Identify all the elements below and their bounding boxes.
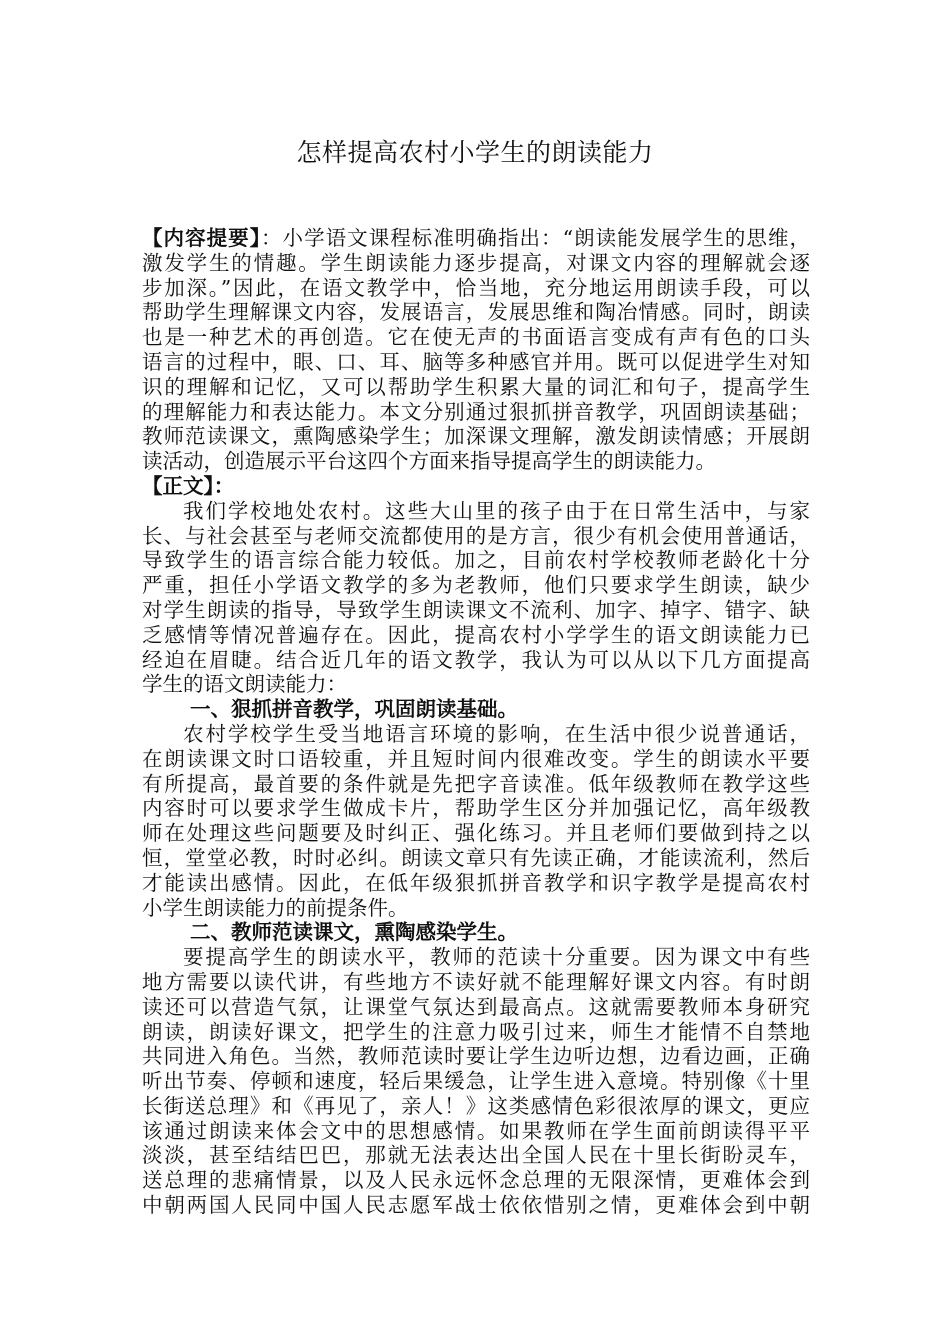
intro-line: 导致学生的语言综合能力较低。加之，目前农村学校教师老龄化十分 — [142, 548, 810, 573]
section2-line: 读还可以营造气氛，让课堂气氛达到最高点。这就需要教师本身研究 — [142, 994, 810, 1019]
section1-line: 师在处理这些问题要及时纠正、强化练习。并且老师们要做到持之以 — [142, 821, 810, 846]
section2-line: 朗读，朗读好课文，把学生的注意力吸引过来，师生才能情不自禁地 — [142, 1019, 810, 1044]
section2-line: 共同进入角色。当然，教师范读时要让学生边听边想，边看边画，正确 — [142, 1044, 810, 1069]
abstract-line: 语言的过程中，眼、口、耳、脑等多种感官并用。既可以促进学生对知 — [142, 349, 810, 374]
section2-line: 要提高学生的朗读水平，教师的范读十分重要。因为课文中有些 — [183, 945, 810, 970]
intro-line: 乏感情等情况普遍存在。因此，提高农村小学学生的语文朗读能力已 — [142, 622, 810, 647]
section1-line: 在朗读课文时口语较重，并且短时间内很难改变。学生的朗读水平要 — [142, 746, 810, 771]
abstract-first-line — [142, 226, 810, 251]
section1-line: 内容时可以要求学生做成卡片，帮助学生区分并加强记忆，高年级教 — [142, 796, 810, 821]
section-heading-1: 一、狠抓拼音教学，巩固朗读基础。 — [190, 697, 518, 722]
section1-line: 才能读出感情。因此，在低年级狠抓拼音教学和识字教学是提高农村 — [142, 870, 810, 895]
section1-line: 有所提高，最首要的条件就是先把字音读准。低年级教师在教学这些 — [142, 771, 810, 796]
intro-line: 长、与社会甚至与老师交流都使用的是方言，很少有机会使用普通话， — [142, 523, 810, 548]
abstract-line: 步加深。”因此，在语文教学中，恰当地，充分地运用朗读手段，可以 — [142, 275, 810, 300]
intro-line: 严重，担任小学语文教学的多为老教师，他们只要求学生朗读，缺少 — [142, 573, 810, 598]
section2-line: 淡淡，甚至结结巴巴，那就无法表达出全国人民在十里长街盼灵车， — [142, 1143, 810, 1168]
section1-line: 恒，堂堂必教，时时必纠。朗读文章只有先读正确，才能读流利，然后 — [142, 845, 810, 870]
abstract-line: 教师范读课文，熏陶感染学生；加深课文理解，激发朗读情感；开展朗 — [142, 424, 810, 449]
abstract-line: 帮助学生理解课文内容，发展语言，发展思维和陶冶情感。同时，朗读 — [142, 300, 810, 325]
section2-line: 送总理的悲痛情景，以及人民永远怀念总理的无限深情，更难体会到 — [142, 1168, 810, 1193]
intro-line: 学生的语文朗读能力： — [142, 672, 347, 697]
section2-line: 地方需要以读代讲，有些地方不读好就不能理解好课文内容。有时朗 — [142, 969, 810, 994]
intro-line: 对学生朗读的指导，导致学生朗读课文不流利、加字、掉字、错字、缺 — [142, 597, 810, 622]
intro-line: 我们学校地处农村。这些大山里的孩子由于在日常生活中，与家 — [183, 498, 810, 523]
abstract-label: 【内容提要】 — [142, 226, 261, 250]
section1-line: 农村学校学生受当地语言环境的影响，在生活中很少说普通话， — [183, 721, 810, 746]
section1-line: 小学生朗读能力的前提条件。 — [142, 895, 409, 920]
abstract-line: 识的理解和记忆，又可以帮助学生积累大量的词汇和句子，提高学生 — [142, 374, 810, 399]
document-body — [142, 226, 810, 1218]
abstract-line: 也是一种艺术的再创造。它在使无声的书面语言变成有声有色的口头 — [142, 325, 810, 350]
section2-line: 该通过朗读来体会文中的思想感情。如果教师在学生面前朗读得平平 — [142, 1118, 810, 1143]
section-heading-2: 二、教师范读课文，熏陶感染学生。 — [190, 920, 518, 945]
abstract-text: ：小学语文课程标准明确指出：“朗读能发展学生的思维， — [261, 226, 810, 250]
main-text-label: 【正文】： — [142, 473, 235, 498]
document-title: 怎样提高农村小学生的朗读能力 — [296, 138, 654, 167]
intro-line: 经迫在眉睫。结合近几年的语文教学，我认为可以从以下几方面提高 — [142, 647, 810, 672]
section2-line: 听出节奏、停顿和速度，轻后果缓急，让学生进入意境。特别像《十里 — [142, 1069, 810, 1094]
abstract-line: 激发学生的情趣。学生朗读能力逐步提高，对课文内容的理解就会逐 — [142, 250, 810, 275]
section2-line: 长街送总理》和《再见了，亲人！》这类感情色彩很浓厚的课文，更应 — [142, 1093, 810, 1118]
abstract-line: 读活动，创造展示平台这四个方面来指导提高学生的朗读能力。 — [142, 449, 716, 474]
abstract-line: 的理解能力和表达能力。本文分别通过狠抓拼音教学，巩固朗读基础； — [142, 399, 810, 424]
section2-line: 中朝两国人民同中国人民志愿军战士依依惜别之情，更难体会到中朝 — [142, 1193, 810, 1218]
